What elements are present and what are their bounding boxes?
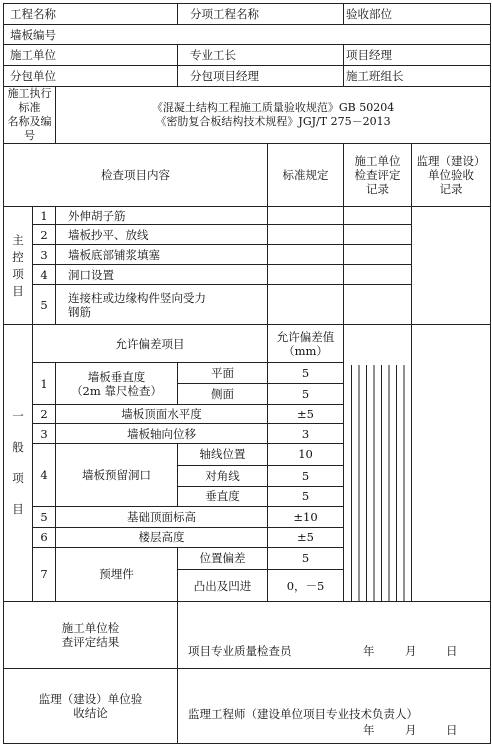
measurement-grid-lines [344, 325, 412, 601]
general-item-text: 墙板轴向位移 [56, 424, 268, 444]
general-allowed-value: 3 [268, 424, 344, 444]
general-allowed-value: 5 [268, 363, 344, 384]
general-item-text: 楼层高度 [56, 527, 268, 547]
wall-panel-no-label: 墙板编号 [4, 25, 491, 45]
general-allowed-value: ±10 [268, 506, 344, 527]
form-table [3, 3, 491, 744]
general-allowed-value: 5 [268, 384, 344, 405]
general-item-text: 墙板预留洞口 [56, 444, 178, 506]
main-item-unit-record [344, 207, 412, 225]
general-item-text: 预埋件 [56, 547, 178, 601]
unit-eval-result-label: 施工单位检 查评定结果 [4, 602, 178, 669]
general-sub-item: 对角线 [178, 465, 268, 486]
project-manager-label: 项目经理 [344, 45, 491, 66]
general-items-label: 一 般 项 目 [4, 325, 33, 602]
supervisor-sign-year: 年 [363, 723, 375, 737]
construction-unit-label: 施工单位 [4, 45, 178, 66]
general-allowed-value: 5 [268, 547, 344, 569]
measurement-grid [344, 325, 412, 602]
general-item-text: 墙板顶面水平度 [56, 405, 268, 424]
subcontractor-label: 分包单位 [4, 66, 178, 87]
general-item-no: 5 [33, 506, 56, 527]
general-supervisor-record [412, 325, 491, 602]
general-item-no: 2 [33, 405, 56, 424]
general-item-text: 墙板垂直度 （2m 靠尺检查） [56, 363, 178, 405]
specialist-foreman-label: 专业工长 [178, 45, 344, 66]
general-allowed-value: ±5 [268, 405, 344, 424]
standard-names [56, 87, 491, 144]
unit-sign-month: 月 [405, 644, 417, 658]
general-sub-item: 凸出及凹进 [178, 570, 268, 602]
supervisor-conclusion-label: 监理（建设）单位验 收结论 [4, 669, 178, 744]
unit-signer-label: 项目专业质量检查员 [188, 644, 292, 658]
general-allowed-value: 5 [268, 465, 344, 486]
main-item-text: 洞口设置 [56, 265, 268, 285]
supervisor-sign-day: 日 [446, 723, 458, 737]
unit-eval-header: 施工单位 检查评定 记录 [344, 144, 412, 207]
supervisor-signer-label: 监理工程师（建设单位项目专业技术负责人） [188, 707, 419, 721]
team-leader-label: 施工班组长 [344, 66, 491, 87]
main-item-standard [268, 207, 344, 225]
supervisor-header: 监理（建设） 单位验收 记录 [412, 144, 491, 207]
general-item-no: 4 [33, 444, 56, 506]
general-sub-item: 侧面 [178, 384, 268, 405]
main-item-text: 墙板抄平、放线 [56, 225, 268, 245]
unit-sign-day: 日 [446, 644, 458, 658]
unit-sign-year: 年 [363, 644, 375, 658]
general-sub-item: 位置偏差 [178, 547, 268, 569]
main-item-text: 外伸胡子筋 [56, 207, 268, 225]
acceptance-part-label: 验收部位 [344, 4, 491, 25]
supervisor-conclusion-sign [178, 669, 491, 744]
main-supervisor-record [412, 207, 491, 325]
general-item-no: 3 [33, 424, 56, 444]
main-item-text: 连接柱或边缘构件竖向受力 钢筋 [56, 285, 268, 325]
sub-project-name-label: 分项工程名称 [178, 4, 344, 25]
main-item-text: 墙板底部铺浆填塞 [56, 245, 268, 265]
acceptance-record-form [3, 3, 491, 744]
main-item-no: 5 [33, 285, 56, 325]
general-allowed-value: ±5 [268, 527, 344, 547]
general-item-no: 1 [33, 363, 56, 405]
main-item-no: 1 [33, 207, 56, 225]
main-item-no: 2 [33, 225, 56, 245]
sub-project-manager-label: 分包项目经理 [178, 66, 344, 87]
unit-eval-result-sign [178, 602, 491, 669]
general-sub-item: 垂直度 [178, 486, 268, 506]
standard-gb50204: 《混凝土结构工程施工质量验收规范》GB 50204 [151, 101, 395, 114]
project-name-label: 工程名称 [4, 4, 178, 25]
general-allowed-value: 5 [268, 486, 344, 506]
supervisor-sign-month: 月 [405, 723, 417, 737]
allowed-deviation-value-header: 允许偏差值 （mm） [268, 325, 344, 363]
standard-requirement-header: 标准规定 [268, 144, 344, 207]
general-sub-item: 平面 [178, 363, 268, 384]
allowed-deviation-items-header: 允许偏差项目 [33, 325, 268, 363]
standard-jgj275: 《密肋复合板结构技术规程》JGJ/T 275－2013 [155, 115, 391, 128]
general-item-no: 7 [33, 547, 56, 601]
standard-label: 施工执行标准 名称及编号 [4, 87, 56, 144]
general-allowed-value: 10 [268, 444, 344, 465]
inspection-content-header: 检查项目内容 [4, 144, 268, 207]
general-item-text: 基础顶面标高 [56, 506, 268, 527]
general-allowed-value: 0，－5 [268, 570, 344, 602]
main-item-no: 3 [33, 245, 56, 265]
main-control-label: 主 控 项 目 [4, 207, 33, 325]
main-item-no: 4 [33, 265, 56, 285]
general-item-no: 6 [33, 527, 56, 547]
general-sub-item: 轴线位置 [178, 444, 268, 465]
